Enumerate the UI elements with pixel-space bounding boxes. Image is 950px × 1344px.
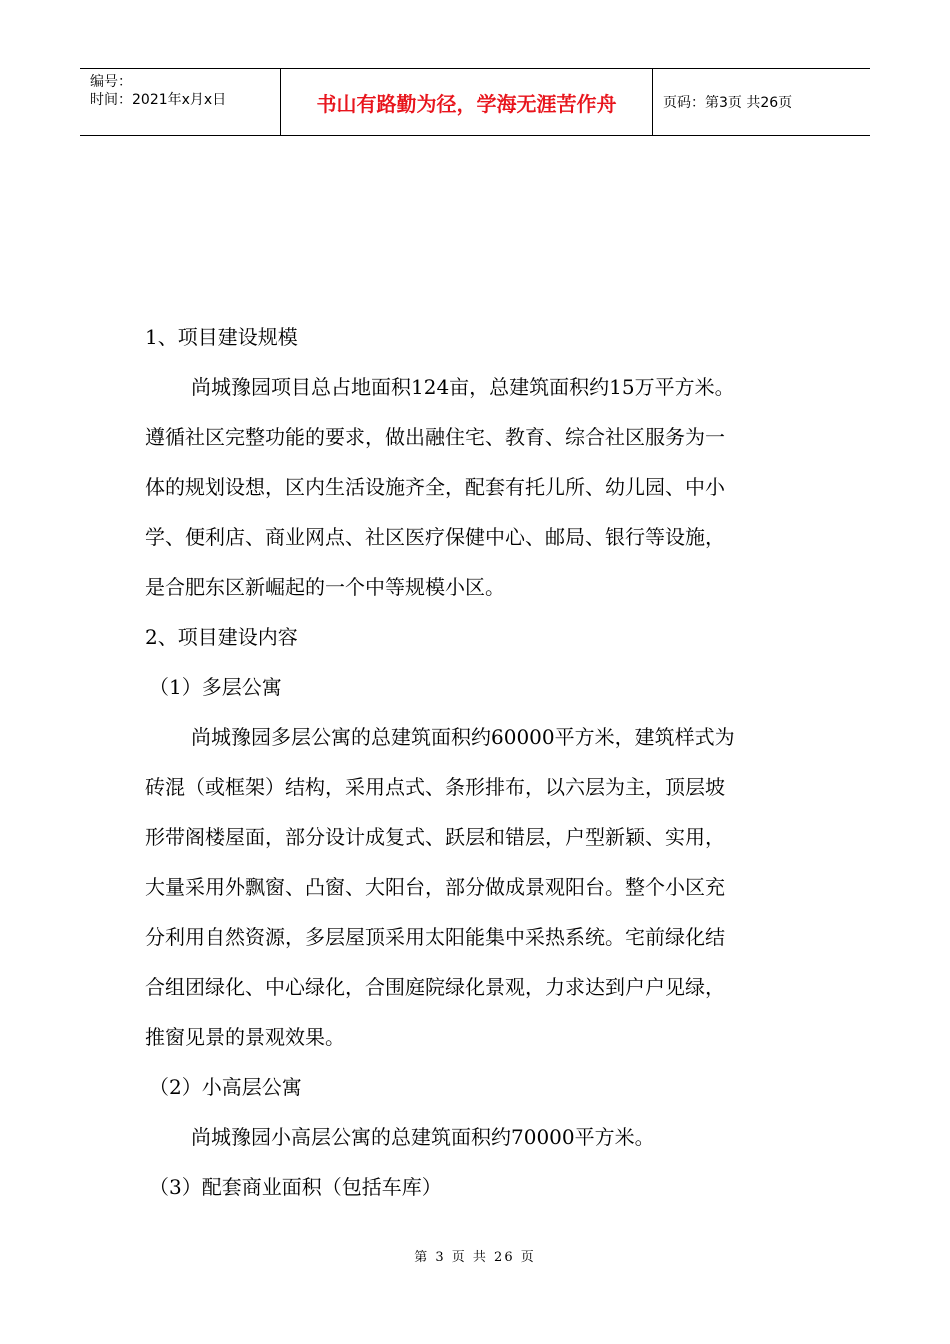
section-heading-content: 2、项目建设内容 (145, 625, 298, 649)
header-meta-cell (80, 69, 281, 135)
paragraph-line: 尚城豫园小高层公寓的总建筑面积约70000平方米。 (191, 1125, 655, 1149)
section-heading-scale: 1、项目建设规模 (145, 325, 298, 349)
document-body (145, 312, 815, 1212)
paragraph-line: 砖混（或框架）结构，采用点式、条形排布，以六层为主，顶层坡 (145, 775, 725, 799)
document-number-label: 编号： (90, 74, 132, 90)
paragraph-line: 推窗见景的景观效果。 (145, 1025, 345, 1049)
paragraph-line: 学、便利店、商业网点、社区医疗保健中心、邮局、银行等设施， (145, 525, 725, 549)
paragraph-line: 大量采用外飘窗、凸窗、大阳台，部分做成景观阳台。整个小区充 (145, 875, 725, 899)
page-header (80, 68, 870, 136)
paragraph-line: 合组团绿化、中心绿化，合围庭院绿化景观，力求达到户户见绿， (145, 975, 725, 999)
subsection-heading-highrise: （2）小高层公寓 (149, 1075, 302, 1099)
paragraph-line: 尚城豫园项目总占地面积124亩，总建筑面积约15万平方米。 (191, 375, 735, 399)
page-footer: 第 3 页 共 26 页 (414, 1250, 536, 1265)
paragraph-line: 体的规划设想，区内生活设施齐全，配套有托儿所、幼儿园、中小 (145, 475, 725, 499)
header-motto: 书山有路勤为径，学海无涯苦作舟 (281, 69, 653, 135)
paragraph-line: 遵循社区完整功能的要求，做出融住宅、教育、综合社区服务为一 (145, 425, 725, 449)
paragraph-line: 形带阁楼屋面，部分设计成复式、跃层和错层，户型新颖、实用， (145, 825, 725, 849)
header-page-label: 页码：第3页 共26页 (663, 95, 793, 111)
subsection-heading-commercial: （3）配套商业面积（包括车库） (149, 1175, 442, 1199)
paragraph-line: 是合肥东区新崛起的一个中等规模小区。 (145, 575, 505, 599)
subsection-heading-multistory: （1）多层公寓 (149, 675, 282, 699)
paragraph-line: 尚城豫园多层公寓的总建筑面积约60000平方米，建筑样式为 (191, 725, 735, 749)
paragraph-line: 分利用自然资源，多层屋顶采用太阳能集中采热系统。宅前绿化结 (145, 925, 725, 949)
document-time-label: 时间：2021年x月x日 (90, 92, 227, 108)
